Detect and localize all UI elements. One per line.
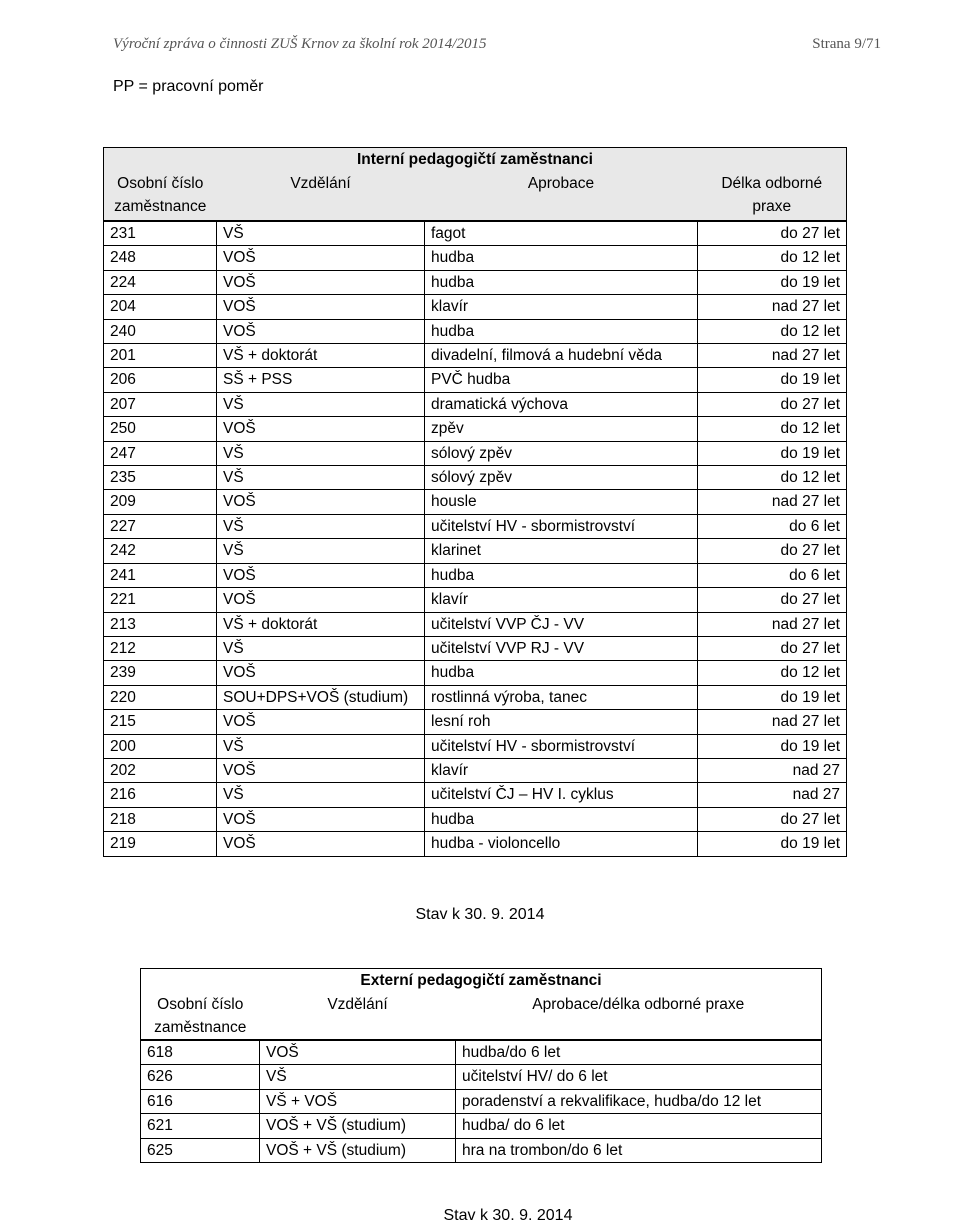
cell-approbation: klavír	[425, 295, 698, 319]
status-date: Stav k 30. 9. 2014	[415, 906, 545, 923]
cell-education: VŠ + doktorát	[217, 612, 425, 636]
table-row	[104, 344, 847, 368]
cell-approbation: hudba	[425, 563, 698, 587]
cell-practice: do 12 let	[698, 319, 847, 343]
cell-education: VOŠ	[217, 710, 425, 734]
cell-id: 215	[104, 710, 217, 734]
column-header-education: Vzdělání	[217, 172, 425, 221]
cell-id: 248	[104, 246, 217, 270]
table-row	[141, 1065, 822, 1089]
table-row	[104, 734, 847, 758]
cell-education: VOŠ	[217, 758, 425, 782]
table-row	[104, 368, 847, 392]
cell-id: 212	[104, 636, 217, 660]
cell-id: 221	[104, 588, 217, 612]
cell-education: SŠ + PSS	[217, 368, 425, 392]
cell-practice: nad 27 let	[698, 295, 847, 319]
cell-education: VŠ	[260, 1065, 456, 1089]
cell-practice: do 19 let	[698, 685, 847, 709]
cell-practice: do 12 let	[698, 246, 847, 270]
table-header-row	[141, 993, 822, 1040]
table-row	[104, 319, 847, 343]
cell-education: VŠ	[217, 441, 425, 465]
cell-approbation: fagot	[425, 221, 698, 246]
column-header-practice: Délka odborné praxe	[698, 172, 847, 221]
cell-approbation: hudba/ do 6 let	[456, 1114, 822, 1138]
cell-approbation: hra na trombon/do 6 let	[456, 1138, 822, 1162]
cell-education: VŠ	[217, 514, 425, 538]
table-row	[104, 270, 847, 294]
column-header-id: Osobní číslo zaměstnance	[141, 993, 260, 1040]
cell-education: VOŠ	[217, 588, 425, 612]
cell-id: 206	[104, 368, 217, 392]
cell-practice: nad 27	[698, 783, 847, 807]
cell-id: 616	[141, 1089, 260, 1113]
table-row	[104, 685, 847, 709]
table-row	[104, 563, 847, 587]
table-row	[104, 661, 847, 685]
cell-approbation: učitelství VVP ČJ - VV	[425, 612, 698, 636]
cell-id: 621	[141, 1114, 260, 1138]
cell-practice: do 27 let	[698, 636, 847, 660]
cell-id: 204	[104, 295, 217, 319]
cell-education: VŠ	[217, 392, 425, 416]
cell-practice: do 19 let	[698, 832, 847, 856]
cell-approbation: lesní roh	[425, 710, 698, 734]
cell-approbation: učitelství HV - sbormistrovství	[425, 514, 698, 538]
cell-practice: do 27 let	[698, 221, 847, 246]
cell-practice: do 6 let	[698, 563, 847, 587]
table-title: Interní pedagogičtí zaměstnanci	[104, 148, 847, 173]
cell-approbation: sólový zpěv	[425, 466, 698, 490]
cell-education: VOŠ + VŠ (studium)	[260, 1114, 456, 1138]
cell-approbation: sólový zpěv	[425, 441, 698, 465]
cell-education: VŠ + VOŠ	[260, 1089, 456, 1113]
abbreviation-note: PP = pracovní poměr	[113, 78, 264, 95]
cell-approbation: dramatická výchova	[425, 392, 698, 416]
table-row	[104, 441, 847, 465]
status-date-external: Stav k 30. 9. 2014	[443, 1207, 573, 1224]
cell-education: VOŠ	[217, 661, 425, 685]
cell-education: SOU+DPS+VOŠ (studium)	[217, 685, 425, 709]
table-row	[104, 783, 847, 807]
cell-education: VOŠ	[217, 563, 425, 587]
column-header-id: Osobní číslo zaměstnance	[104, 172, 217, 221]
table-title-row	[141, 969, 822, 994]
table-row	[104, 417, 847, 441]
cell-id: 201	[104, 344, 217, 368]
cell-approbation: hudba/do 6 let	[456, 1040, 822, 1065]
cell-education: VŠ	[217, 783, 425, 807]
table-row	[104, 588, 847, 612]
cell-education: VOŠ + VŠ (studium)	[260, 1138, 456, 1162]
internal-staff-table	[103, 147, 847, 857]
table-title-row	[104, 148, 847, 173]
cell-approbation: hudba	[425, 319, 698, 343]
cell-id: 625	[141, 1138, 260, 1162]
table-row	[104, 612, 847, 636]
cell-id: 202	[104, 758, 217, 782]
table-row	[104, 490, 847, 514]
table-row	[104, 636, 847, 660]
cell-approbation: housle	[425, 490, 698, 514]
table-row	[141, 1040, 822, 1065]
cell-approbation: klarinet	[425, 539, 698, 563]
cell-id: 240	[104, 319, 217, 343]
cell-practice: nad 27 let	[698, 710, 847, 734]
cell-approbation: hudba	[425, 246, 698, 270]
cell-practice: nad 27 let	[698, 490, 847, 514]
table-row	[104, 710, 847, 734]
cell-approbation: PVČ hudba	[425, 368, 698, 392]
cell-id: 220	[104, 685, 217, 709]
cell-approbation: poradenství a rekvalifikace, hudba/do 12 let	[456, 1089, 822, 1113]
cell-practice: do 27 let	[698, 807, 847, 831]
cell-practice: nad 27	[698, 758, 847, 782]
cell-approbation: hudba	[425, 807, 698, 831]
cell-approbation: divadelní, filmová a hudební věda	[425, 344, 698, 368]
cell-id: 241	[104, 563, 217, 587]
cell-id: 213	[104, 612, 217, 636]
cell-practice: do 19 let	[698, 734, 847, 758]
cell-practice: do 6 let	[698, 514, 847, 538]
table-title: Externí pedagogičtí zaměstnanci	[141, 969, 822, 994]
table-row	[104, 832, 847, 856]
cell-education: VOŠ	[217, 319, 425, 343]
cell-education: VOŠ	[217, 490, 425, 514]
cell-education: VOŠ	[217, 270, 425, 294]
cell-id: 207	[104, 392, 217, 416]
table-row	[141, 1114, 822, 1138]
column-header-approbation: Aprobace	[425, 172, 698, 221]
cell-id: 242	[104, 539, 217, 563]
table-row	[104, 221, 847, 246]
cell-approbation: učitelství HV/ do 6 let	[456, 1065, 822, 1089]
cell-id: 250	[104, 417, 217, 441]
page-header	[113, 36, 881, 53]
cell-id: 200	[104, 734, 217, 758]
cell-approbation: učitelství ČJ – HV I. cyklus	[425, 783, 698, 807]
table-row	[104, 514, 847, 538]
cell-education: VOŠ	[217, 832, 425, 856]
table-row	[104, 295, 847, 319]
cell-id: 227	[104, 514, 217, 538]
table-header-row	[104, 172, 847, 221]
cell-id: 218	[104, 807, 217, 831]
table-row	[104, 539, 847, 563]
cell-education: VOŠ	[217, 295, 425, 319]
cell-practice: do 19 let	[698, 368, 847, 392]
cell-approbation: klavír	[425, 758, 698, 782]
cell-education: VOŠ	[217, 417, 425, 441]
cell-education: VOŠ	[217, 807, 425, 831]
cell-id: 235	[104, 466, 217, 490]
document-title: Výroční zpráva o činnosti ZUŠ Krnov za školní rok 2014/2015	[113, 36, 487, 52]
cell-id: 247	[104, 441, 217, 465]
cell-education: VŠ	[217, 734, 425, 758]
cell-approbation: hudba	[425, 270, 698, 294]
cell-practice: do 27 let	[698, 588, 847, 612]
cell-education: VŠ	[217, 636, 425, 660]
cell-practice: do 19 let	[698, 441, 847, 465]
cell-education: VŠ	[217, 466, 425, 490]
cell-id: 216	[104, 783, 217, 807]
table-row	[104, 392, 847, 416]
column-header-education: Vzdělání	[260, 993, 456, 1040]
cell-practice: do 12 let	[698, 417, 847, 441]
cell-id: 224	[104, 270, 217, 294]
cell-education: VŠ	[217, 221, 425, 246]
cell-education: VŠ + doktorát	[217, 344, 425, 368]
table-row	[141, 1089, 822, 1113]
cell-approbation: učitelství HV - sbormistrovství	[425, 734, 698, 758]
cell-approbation: zpěv	[425, 417, 698, 441]
cell-id: 209	[104, 490, 217, 514]
cell-approbation: klavír	[425, 588, 698, 612]
cell-practice: do 19 let	[698, 270, 847, 294]
cell-education: VOŠ	[260, 1040, 456, 1065]
cell-practice: nad 27 let	[698, 344, 847, 368]
cell-approbation: hudba	[425, 661, 698, 685]
cell-approbation: rostlinná výroba, tanec	[425, 685, 698, 709]
table-row	[104, 758, 847, 782]
cell-practice: do 27 let	[698, 392, 847, 416]
cell-practice: do 27 let	[698, 539, 847, 563]
cell-id: 626	[141, 1065, 260, 1089]
cell-id: 219	[104, 832, 217, 856]
table-row	[104, 466, 847, 490]
cell-approbation: hudba - violoncello	[425, 832, 698, 856]
cell-approbation: učitelství VVP RJ - VV	[425, 636, 698, 660]
page-number: Strana 9/71	[812, 36, 881, 52]
cell-education: VOŠ	[217, 246, 425, 270]
table-row	[104, 246, 847, 270]
table-row	[104, 807, 847, 831]
column-header-approbation: Aprobace/délka odborné praxe	[456, 993, 822, 1040]
cell-practice: do 12 let	[698, 466, 847, 490]
table-row	[141, 1138, 822, 1162]
cell-id: 231	[104, 221, 217, 246]
cell-id: 239	[104, 661, 217, 685]
cell-practice: nad 27 let	[698, 612, 847, 636]
cell-practice: do 12 let	[698, 661, 847, 685]
external-staff-table	[140, 968, 822, 1163]
cell-education: VŠ	[217, 539, 425, 563]
cell-id: 618	[141, 1040, 260, 1065]
